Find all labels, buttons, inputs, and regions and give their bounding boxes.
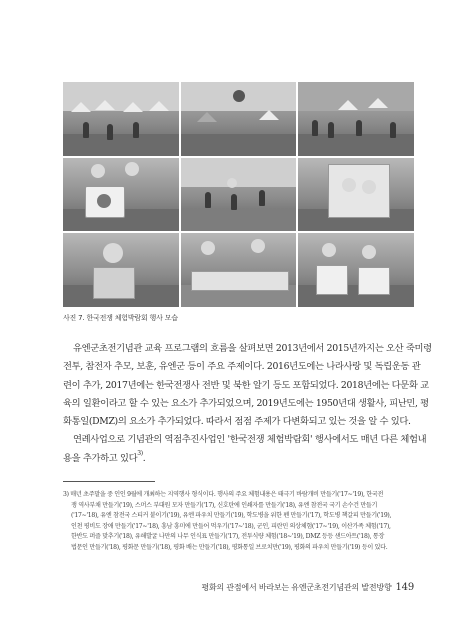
paragraph-2-end: . [142,452,146,464]
footnote-line: 3) 매년 초주말을 중 인인 9월에 개최하는 지역행사 형식이다. 행사의 주요 체험내용은 태극기 바람개비 만들기('17~'19), 한국전 [63,491,384,498]
footnote-line: 쟁 역사부채 만들기('19), 스머스 부대원 모자 만들기('17), 신호탄에 인쇄자를 만들기('18), 유엔 참전국 국기 손수건 만들기 [71,501,378,509]
running-title: 평화의 관점에서 바라보는 유엔군초전기념관의 발전방향 [201,583,392,592]
figure-caption: 사진 7. 한국전쟁 체험박람회 행사 모습 [63,314,178,322]
paragraph-1-line-4: 육의 일환이라고 할 수 있는 요소가 추가되었으며, 2019년도에는 1950년대 생활사, 피난민, 평 [63,397,429,409]
footnote [63,490,414,554]
body-text [63,340,432,468]
footnote-line: ('17~'18), 유엔 참전국 스티커 붙이기('19), 유엔 파우치 만들기('19), 학도병을 위한 펜 만들기('17), 학도병 책갈피 만들기('19), [71,512,392,520]
photo-festival-tents [63,82,179,156]
footnote-divider [63,481,155,482]
footnote-ref[interactable]: 3) [137,449,143,457]
paragraph-1-line-3: 련이 추가, 2017년에는 한국전쟁사 전반 및 북한 알기 등도 포함되었다. 2018년에는 다문화 교 [63,379,429,391]
paragraph-1-line-1: 유엔군초전기념관 교육 프로그램의 흐름을 살펴보면 2013년에서 2015년까지는 오산 죽미령 [73,343,432,354]
footnote-line: 인천 평비도 장애 만들기('17~'18), 흥남 흥미에 만들어 먹우기('17~'18), 군인, 피란민 의상체험('17~'19), 이산가족 체험('17), [71,522,391,530]
paragraph-2-line-2 [63,450,414,468]
page-number: 149 [395,582,414,593]
footnote-line: 법문인 만들기('18), 평화문 만들기('18), 평화 배는 만들기('18), 평화통일 브로치만('19), 평화의 파우치 만들기('19) 등이 있다. [71,543,388,551]
photo-craft-tables [181,233,297,307]
photo-child-helmet [63,233,179,307]
paragraph-2-text: 용을 추가하고 있다 [63,452,138,464]
figure-photo-collage [63,82,414,307]
paragraph-1-line-2: 전투, 참전자 추모, 보훈, 유엔군 등이 주요 주제이다. 2016년도에는 나라사랑 및 독립운동 관 [63,361,421,373]
photo-park-children [181,158,297,232]
photo-flag-children [63,158,179,232]
photo-crowd-booths [298,82,414,156]
photo-children-crafts [298,233,414,307]
running-footer [63,582,414,593]
photo-balloon-plaza [181,82,297,156]
paragraph-1-line-5: 화통일(DMZ)의 요소가 추가되었다. 따라서 점점 주제가 다변화되고 있는 것을 알 수 있다. [63,416,411,428]
photo-costume-frame [298,158,414,232]
footnote-line: 한반도 퍼즐 맞추기('18), 유해발굴 나만의 나무 인식표 만들기('17), 전투식량 체험('18~'19), DMZ 등등 샌드아트('18), 통장 [71,533,385,541]
paragraph-2-line-1: 연례사업으로 기념관의 역점추진사업인 '한국전쟁 체험박람회' 행사에서도 매년 다른 체험내 [73,434,427,446]
